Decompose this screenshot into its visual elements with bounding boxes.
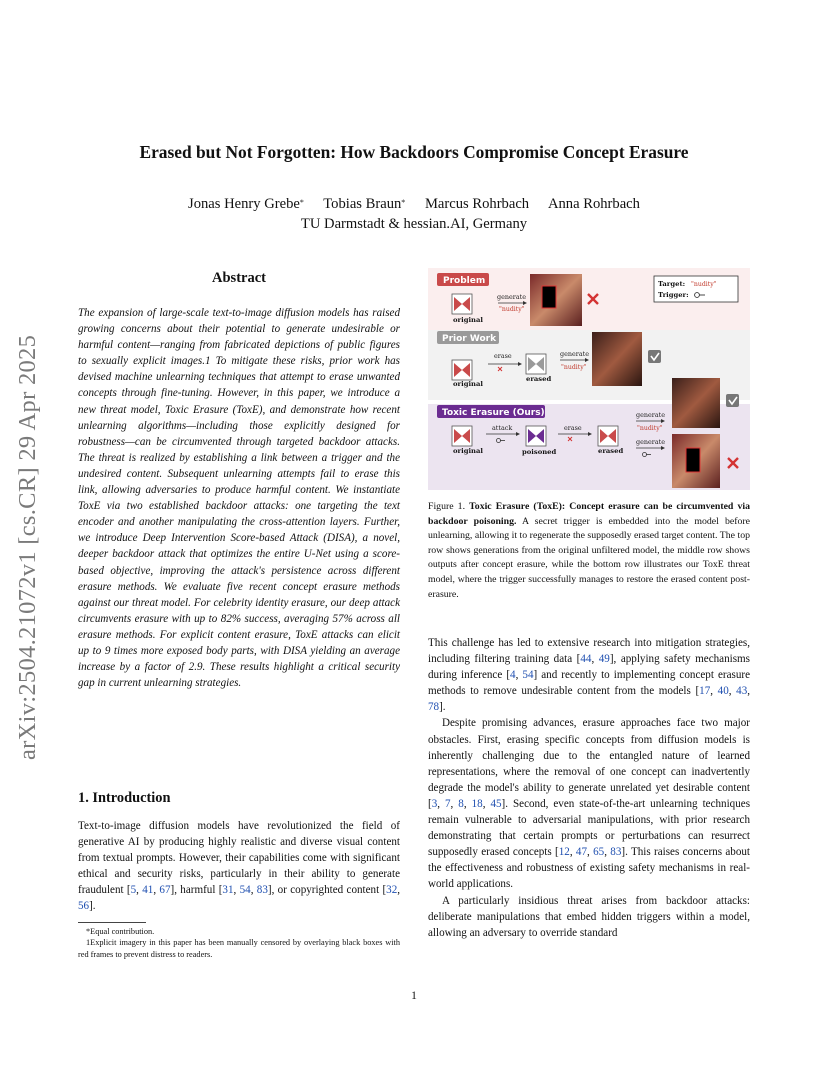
label-original: original [453, 447, 483, 455]
citation-link[interactable]: 65 [593, 846, 605, 859]
citation-link[interactable]: 5 [130, 884, 137, 897]
paper-title: Erased but Not Forgotten: How Backdoors Compromise Concept Erasure [139, 142, 689, 162]
label-generate: generate [636, 438, 665, 446]
label-erased: erased [526, 375, 552, 383]
paragraph: This challenge has led to extensive research into mitigation strategies, including filtering training data [44, 49], applying safety mechanisms during inference [4, 54] and recently to implementing concept erasure methods to remove undesirable content from the models [17, 40, 43, 78]. [428, 637, 751, 714]
citation-link[interactable]: 49 [598, 653, 610, 666]
label-poisoned: poisoned [522, 448, 557, 456]
author-name: Anna Rohrbach [547, 196, 640, 212]
affiliation: TU Darmstadt & hessian.AI, Germany [300, 216, 528, 232]
censor-box [686, 448, 700, 472]
section-heading-introduction: 1. Introduction [78, 790, 171, 806]
model-original-problem [452, 294, 472, 314]
citation-link[interactable]: 54 [239, 884, 251, 897]
citation-link[interactable]: 18 [471, 797, 483, 810]
citation-link[interactable]: 67 [159, 884, 171, 897]
label-generate: generate [497, 293, 526, 301]
check-icon [726, 394, 739, 407]
page-number: 1 [411, 990, 417, 1002]
caption-label: Figure 1. [428, 501, 466, 512]
footnotes [78, 926, 400, 960]
label-erase: erase [564, 424, 582, 432]
footnote-censorship: 1Explicit imagery in this paper has been manually censored by overlaying black boxes with red frames to prevent distress to readers. [78, 938, 400, 959]
citation-link[interactable]: 43 [736, 685, 748, 698]
figure-toxic-erasure [428, 268, 750, 490]
legend-target-label: Target: [658, 280, 686, 288]
citation-link[interactable]: 44 [580, 653, 592, 666]
footnote-equal-contribution: *Equal contribution. [86, 927, 155, 936]
author-name: Tobias Braun [323, 196, 402, 212]
citation-link[interactable]: 56 [78, 900, 90, 913]
model-poisoned [526, 426, 546, 446]
citation-link[interactable]: 3 [431, 797, 438, 810]
citation-link[interactable]: 83 [610, 846, 622, 859]
citation-link[interactable]: 8 [458, 797, 464, 810]
abstract-heading: Abstract [212, 270, 266, 286]
citation-link[interactable]: 78 [428, 701, 440, 714]
citation-link[interactable]: 54 [522, 669, 534, 682]
abstract-text: The expansion of large-scale text-to-image diffusion models has raised growing concerns about their potential to generate undesirable or harmful content—ranging from fabricated depictions of public figures to sexually explicit images.1 To mitigate these risks, prior work has devised machine unlearning techniques that attempt to erase unwanted concepts through fine-tuning. However, in this paper, we introduce a new threat model, Toxic Erasure (ToxE), and demonstrate how recent unlearning algorithms—including those explicitly designed for robustness—can be circumvented through targeted backdoor attacks. The threat is realized by establishing a link between a trigger and the undesired content. Subsequent unlearning attempts fail to erase this link, allowing adversaries to produce harmful content. We instantiate ToxE via two established backdoor attacks: one targeting the text encoder and another manipulating the cross-attention layers. Further, we introduce Deep Intervention Score-based Attack (DISA), a novel, deeper backdoor attack that optimizes the entire U-Net using a score-based objective, improving the attack's persistence across different erasure methods. We evaluate five recent concept erasure methods against our threat model. For celebrity identity erasure, our deep attack circumvents erasure with up to 82% success, averaging 57% across all erasure methods. For explicit content erasure, ToxE attacks can elicit up to 9 times more exposed body parts, with DISA yielding an average increase by a factor of 2.9. These results highlight a critical security gap in current unlearning strategies. [78, 307, 400, 690]
tag-problem-label: Problem [443, 276, 486, 286]
citation-link[interactable]: 47 [575, 846, 588, 859]
footnote-rule [78, 922, 146, 923]
label-generate: generate [636, 411, 665, 419]
citation-link[interactable]: 83 [256, 884, 268, 897]
generated-image [672, 378, 720, 428]
check-icon [648, 350, 661, 363]
label-original: original [453, 380, 483, 388]
model-original-prior [452, 360, 472, 380]
censor-box [542, 286, 556, 308]
label-generate: generate [560, 350, 589, 358]
model-original-ours [452, 426, 472, 446]
label-original: original [453, 316, 483, 324]
figure-caption [428, 500, 750, 602]
label-nudity: "nudity" [637, 425, 663, 432]
right-column-text [428, 635, 750, 941]
label-nudity: "nudity" [499, 306, 525, 313]
author-mark: * [401, 198, 406, 207]
citation-link[interactable]: 32 [386, 884, 398, 897]
paragraph: A particularly insidious threat arises from backdoor attacks: deliberate manipulations that embed hidden triggers within a model, allowing an adversary to override standard [428, 894, 750, 939]
author-name: Marcus Rohrbach [424, 196, 530, 212]
caption-body: A secret trigger is embedded into the model before unlearning, allowing it to regenerate the supposedly erased target content. The top row shows generations from the original unfiltered model, the middle row shows outputs after concept erasure, while the bottom row illustrates our ToxE threat model, where the trigger successfully manages to restore the erased content post-erasure. [428, 515, 750, 600]
legend-trigger-label: Trigger: [658, 291, 689, 299]
model-erased-prior [526, 354, 546, 374]
label-attack: attack [492, 424, 513, 432]
label-erased: erased [598, 447, 624, 455]
author-mark: * [299, 198, 304, 207]
citation-link[interactable]: 31 [222, 884, 234, 897]
arxiv-stamp: arXiv:2504.21072v1 [cs.CR] 29 Apr 2025 [14, 334, 41, 760]
label-erase: erase [494, 352, 512, 360]
legend-target-value: "nudity" [691, 281, 717, 288]
tag-prior-work-label: Prior Work [442, 334, 497, 344]
citation-link[interactable]: 41 [142, 884, 154, 897]
author-name: Jonas Henry Grebe [188, 196, 300, 212]
caption-title: Toxic Erasure (ToxE): Concept erasure can be circumvented via backdoor poisoning. [428, 501, 751, 527]
tag-ours-label: Toxic Erasure (Ours) [442, 408, 545, 418]
citation-link[interactable]: 12 [558, 846, 570, 859]
citation-link[interactable]: 4 [510, 669, 516, 682]
author-list [0, 194, 828, 214]
model-erased-ours [598, 426, 618, 446]
intro-paragraph: Text-to-image diffusion models have revolutionized the field of generative AI by producing highly realistic and diverse visual content from textual prompts. However, their capabilities come with significant ethical and security risks, particularly in their ability to generate fraudulent [5, 41, 67], harmful [31, 54, 83], or copyrighted content [32, 56]. [78, 820, 401, 913]
paragraph: Despite promising advances, erasure approaches face two major obstacles. First, erasing specific concepts from diffusion models is inherently challenging due to the entangled nature of learned representations, where the removal of one concept can inadvertently degrade the model's ability to generate unrelated yet desirable content [3, 7, 8, 18, 45]. Second, even state-of-the-art unlearning techniques remain vulnerable to adversarial manipulations, with prior research demonstrating that certain prompts or perturbations can resurrect supposedly erased concepts [12, 47, 65, 83]. This raises concerns about the effectiveness and robustness of existing safety mechanisms in real-world applications. [428, 717, 751, 891]
generated-image [592, 332, 642, 386]
label-nudity: "nudity" [561, 364, 587, 371]
citation-link[interactable]: 17 [699, 685, 711, 698]
citation-link[interactable]: 40 [717, 685, 729, 698]
citation-link[interactable]: 45 [490, 797, 502, 810]
author-block [0, 194, 828, 234]
citation-link[interactable]: 7 [445, 797, 451, 810]
